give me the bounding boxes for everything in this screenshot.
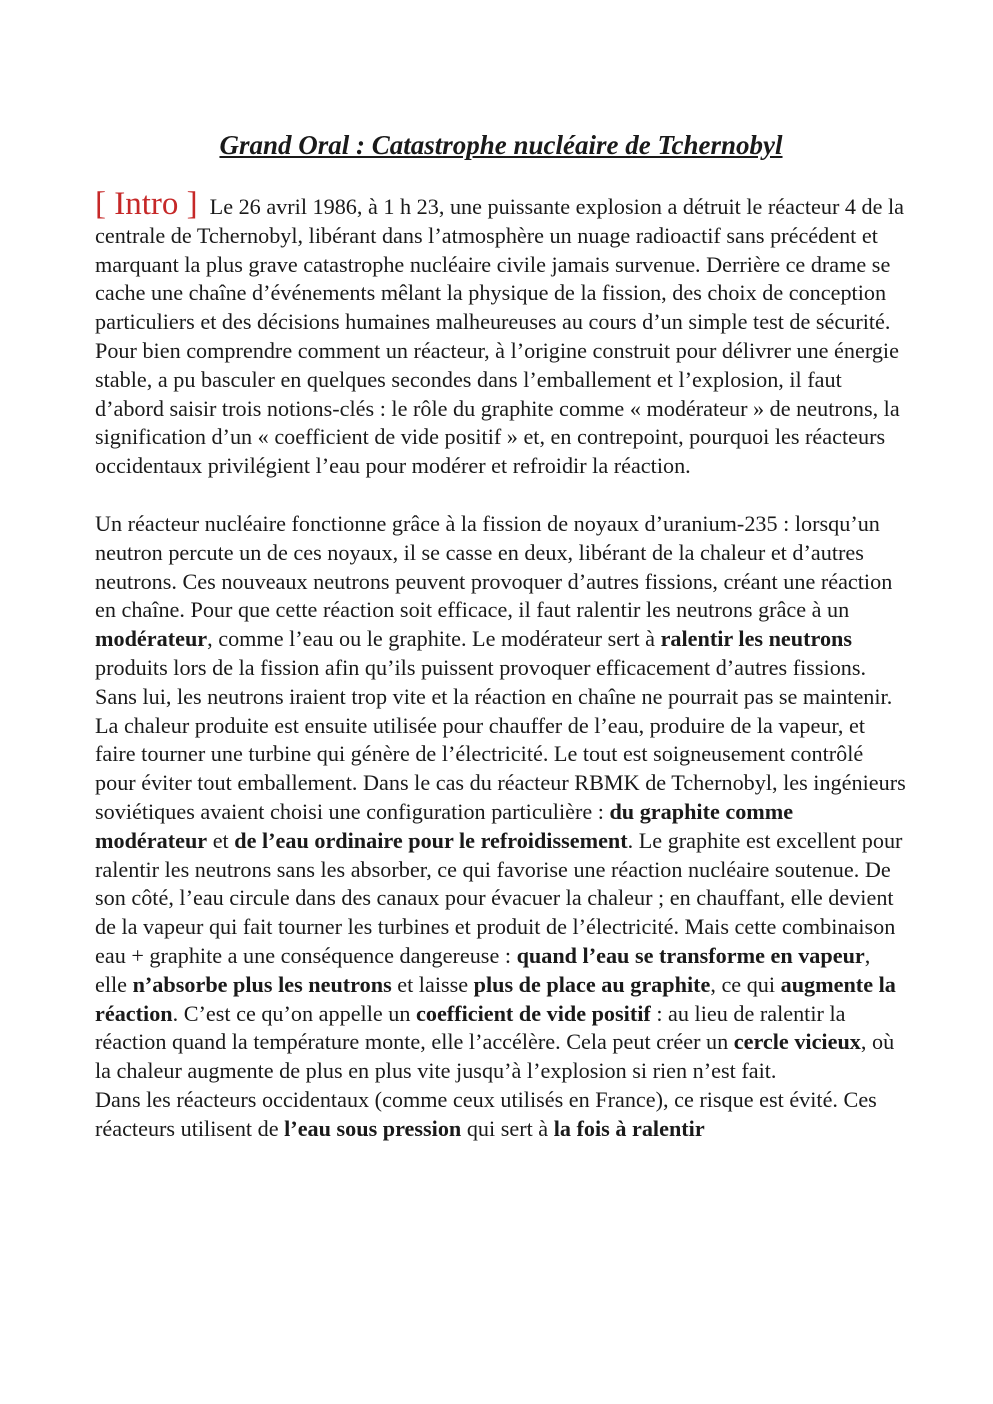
text-run: produits lors de la fission afin qu’ils puissent provoquer efficacement d’autres fissions. Sans lui, les neutrons iraient trop vite et la réaction en chaîne ne pourrait pas se maintenir. La chaleur produite est ensuite utilisée pour chauffer de l’eau, produire de la vapeur, et faire tourner une turbine qui génère de l’électricité. Le tout est soigneusement contrôlé pour éviter tout emballement. Dans le cas du réacteur RBMK de Tchernobyl, les ingénieurs soviétiques avaient choisi une configuration particulière :: [95, 654, 906, 824]
closing-paragraph: [95, 1086, 907, 1144]
text-run: Dans les réacteurs occidentaux (comme ceux utilisés en France), ce risque est évité. Ces réacteurs utilisent de: [95, 1086, 877, 1141]
bold-phrase: quand l’eau se transforme en vapeur: [516, 942, 865, 968]
bold-phrase: plus de place au graphite: [473, 971, 711, 997]
text-run: , elle: [95, 942, 871, 997]
bold-phrase: la fois à ralentir: [553, 1115, 705, 1141]
bold-phrase: modérateur: [95, 626, 208, 652]
text-run: , ce qui: [710, 971, 781, 997]
bold-phrase: coefficient de vide positif: [416, 1000, 651, 1026]
text-run: , comme l’eau ou le graphite. Le modérateur sert à: [207, 626, 661, 652]
text-run: qui sert à: [461, 1115, 554, 1141]
intro-tag: [ Intro ]: [95, 186, 198, 222]
text-run: , où la chaleur augmente de plus en plus vite jusqu’à l’explosion si rien n’est fait.: [95, 1029, 895, 1084]
bold-phrase: cercle vicieux: [733, 1029, 861, 1055]
bold-phrase: du graphite comme modérateur: [95, 798, 794, 853]
text-run: et: [207, 827, 235, 853]
bold-phrase: augmente la réaction: [95, 971, 896, 1026]
text-run: . Le graphite est excellent pour ralentir les neutrons sans les absorber, ce qui favorise une réaction nucléaire soutenue. De son côté, l’eau circule dans des canaux pour évacuer la chaleur ; en chauffant, elle devient de la vapeur qui fait tourner les turbines et produit de l’électricité. Mais cette combinaison eau + graphite a une conséquence dangereuse :: [95, 827, 903, 968]
text-run: . C’est ce qu’on appelle un: [172, 1000, 416, 1026]
text-run: : au lieu de ralentir la réaction quand la température monte, elle l’accélère. Cela peut créer un: [95, 1000, 846, 1055]
intro-paragraph: [95, 186, 907, 481]
bold-phrase: de l’eau ordinaire pour le refroidissement: [234, 827, 628, 853]
bold-phrase: l’eau sous pression: [284, 1115, 462, 1141]
bold-phrase: ralentir les neutrons: [660, 626, 853, 652]
body-paragraph: [95, 510, 907, 1086]
text-run: Un réacteur nucléaire fonctionne grâce à la fission de noyaux d’uranium-235 : lorsqu’un neutron percute un de ces noyaux, il se casse en deux, libérant de la chaleur et d’autres neutrons. Ces nouveaux neutrons peuvent provoquer d’autres fissions, créant une réaction en chaîne. Pour que cette réaction soit efficace, il faut ralentir les neutrons grâce à un: [95, 510, 893, 623]
intro-text: Le 26 avril 1986, à 1 h 23, une puissante explosion a détruit le réacteur 4 de la centrale de Tchernobyl, libérant dans l’atmosphère un nuage radioactif sans précédent et marquant la plus grave catastrophe nucléaire civile jamais survenue. Derrière ce drame se cache une chaîne d’événements mêlant la physique de la fission, des choix de conception particuliers et des décisions humaines malheureuses au cours d’un simple test de sécurité. Pour bien comprendre comment un réacteur, à l’origine construit pour délivrer une énergie stable, a pu basculer en quelques secondes dans l’emballement et l’explosion, il faut d’abord saisir trois notions-clés : le rôle du graphite comme « modérateur » de neutrons, la signification d’un « coefficient de vide positif » et, en contrepoint, pourquoi les réacteurs occidentaux privilégient l’eau pour modérer et refroidir la réaction.: [95, 194, 905, 479]
document-page: [95, 128, 907, 1144]
text-run: et laisse: [391, 971, 474, 997]
document-title: Grand Oral : Catastrophe nucléaire de Tchernobyl: [219, 130, 783, 160]
bold-phrase: n’absorbe plus les neutrons: [132, 971, 392, 997]
